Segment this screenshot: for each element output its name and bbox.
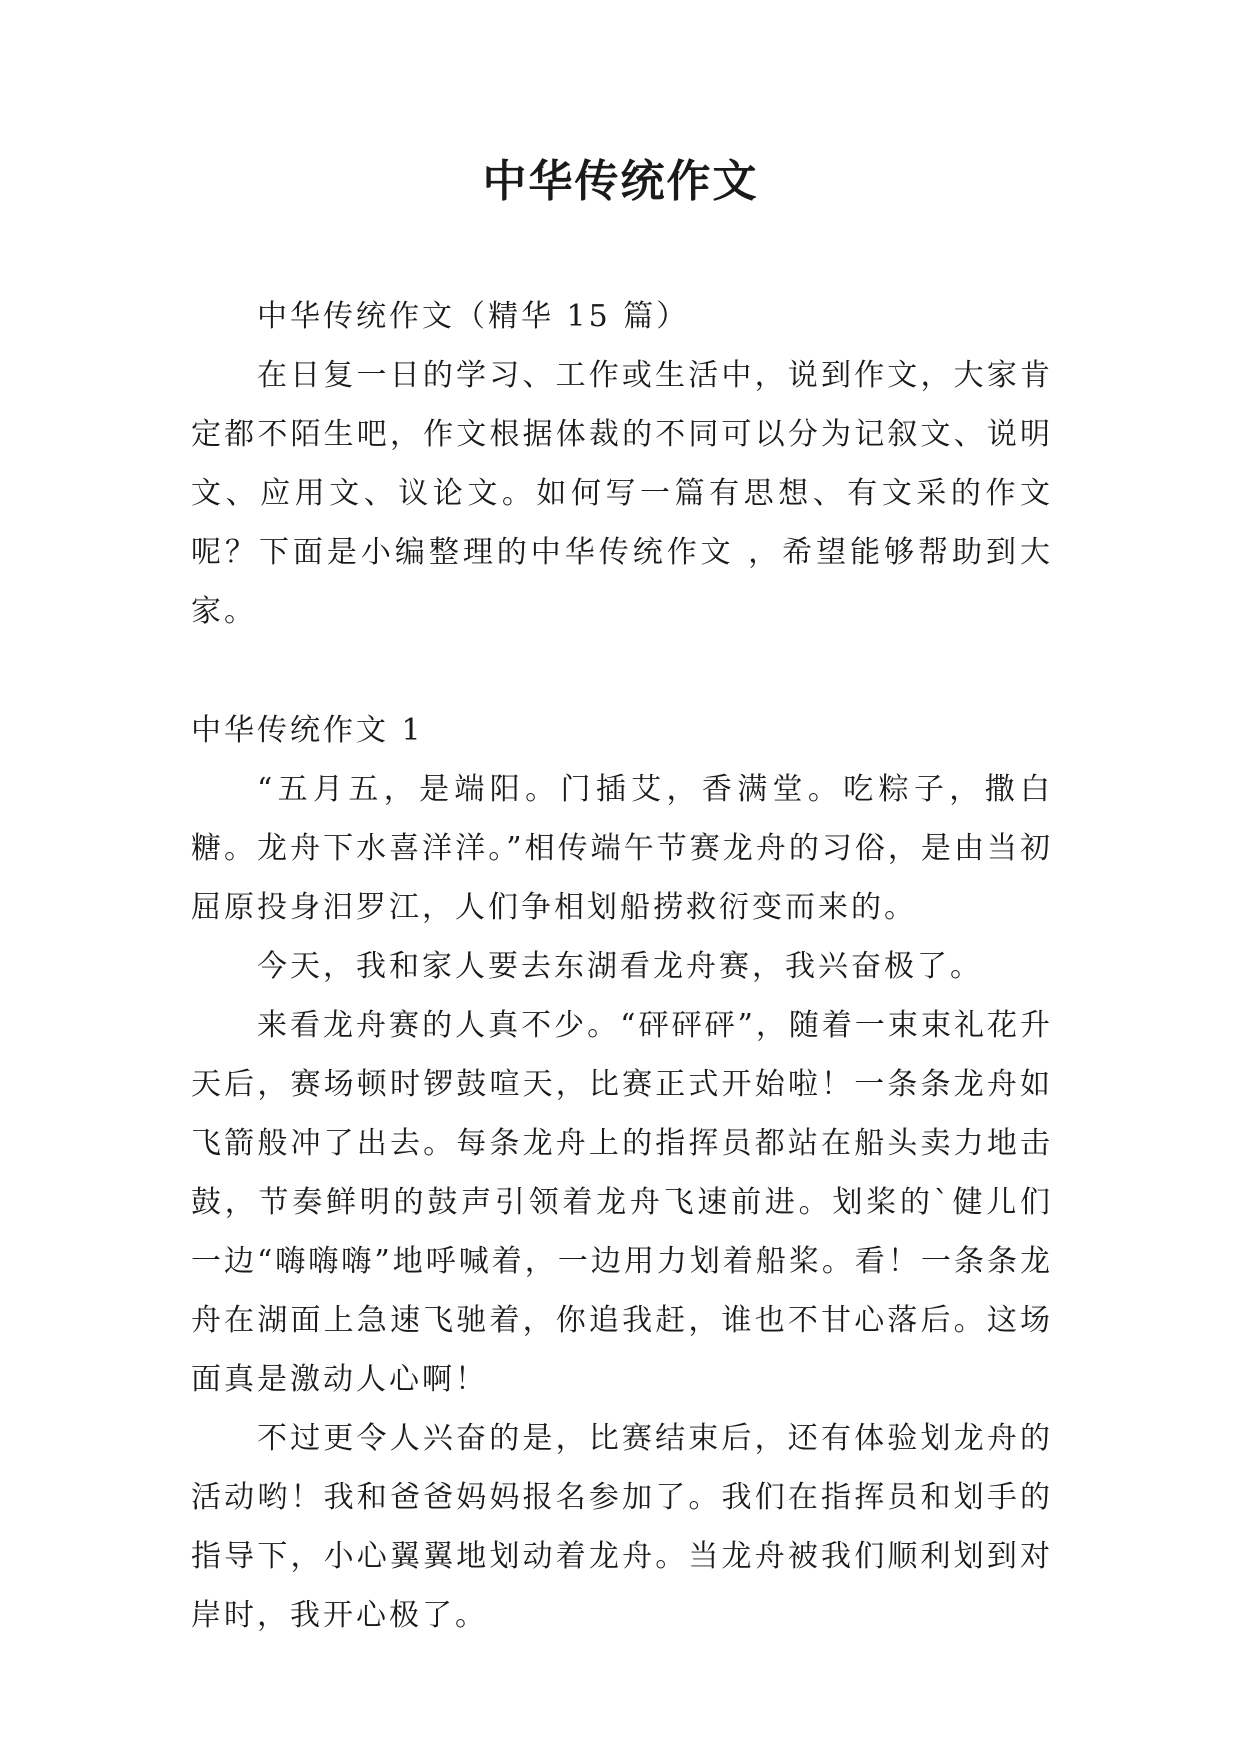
paragraph: 今天，我和家人要去东湖看龙舟赛，我兴奋极了。 [257,949,983,984]
section-spacer [191,641,1053,701]
paragraph: “五月五，是端阳。门插艾，香满堂。吃粽子，撒白糖。龙舟下水喜洋洋。”相传端午节赛龙舟的习俗，是由当初屈原投身汨罗江，人们争相划船捞救衍变而来的。 [191,772,1053,925]
document-body [191,287,1053,1645]
section-heading: 中华传统作文 1 [191,713,424,748]
paragraph: 不过更令人兴奋的是，比赛结束后，还有体验划龙舟的活动哟！我和爸爸妈妈报名参加了。我们在指挥员和划手的指导下，小心翼翼地划动着龙舟。当龙舟被我们顺利划到对岸时，我开心极了。 [191,1421,1053,1633]
paragraph: 来看龙舟赛的人真不少。“砰砰砰”，随着一束束礼花升天后，赛场顿时锣鼓喧天，比赛正式开始啦！一条条龙舟如飞箭般冲了出去。每条龙舟上的指挥员都站在船头卖力地击鼓，节奏鲜明的鼓声引领着龙舟飞速前进。划桨的`健儿们一边“嗨嗨嗨”地呼喊着，一边用力划着船桨。看！一条条龙舟在湖面上急速飞驰着，你追我赶，谁也不甘心落后。这场面真是激动人心啊！ [191,1008,1053,1397]
document-title: 中华传统作文 [482,156,759,207]
document-subtitle: 中华传统作文（精华 15 篇） [257,299,690,334]
intro-paragraph: 在日复一日的学习、工作或生活中，说到作文，大家肯定都不陌生吧，作文根据体裁的不同可以分为记叙文、说明文、应用文、议论文。如何写一篇有思想、有文采的作文呢？下面是小编整理的中华传统作文 ，希望能够帮助到大家。 [191,358,1053,629]
